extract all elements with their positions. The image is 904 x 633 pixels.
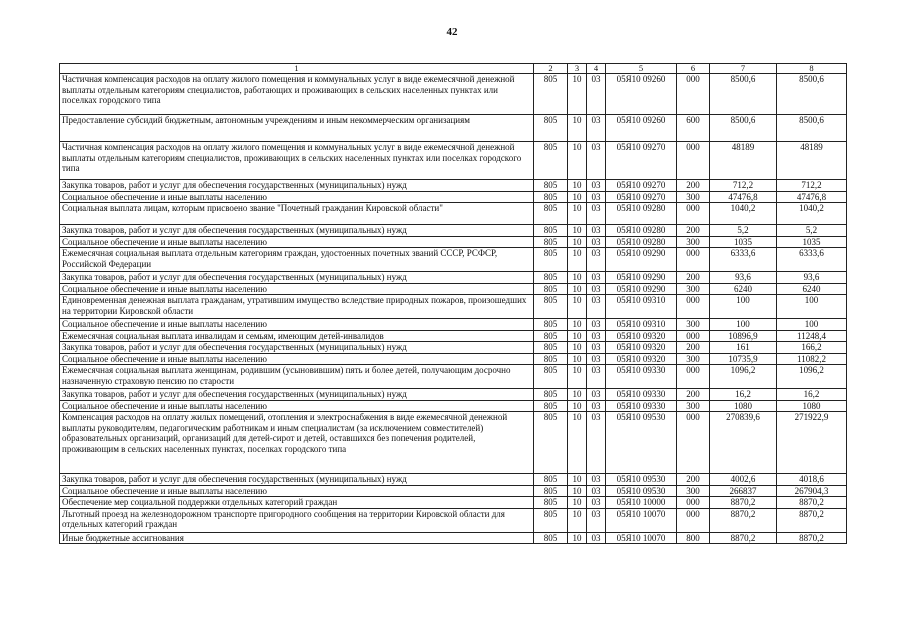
chapter-code: 805 [534, 497, 568, 509]
subsection-code: 03 [587, 319, 606, 331]
subsection-code: 03 [587, 365, 606, 389]
row-description: Обеспечение мер социальной поддержки отдельных категорий граждан [60, 497, 534, 509]
expense-type-code: 000 [677, 74, 710, 115]
amount-year-2: 271922,9 [777, 412, 847, 474]
row-description: Компенсация расходов на оплату жилых помещений, отопления и электроснабжения в виде ежемесячной денежной выплаты руководителям, педагогическим работникам и иным специалистам (за исключением совместителей) образовательных организаций, организаций для детей-сирот и детей, оставшихся без попечения родителей, проживающим в сельских населенных пунктах, поселках городского типа [60, 412, 534, 474]
section-code: 10 [568, 115, 587, 142]
chapter-code: 805 [534, 353, 568, 365]
row-description: Социальное обеспечение и иные выплаты населению [60, 400, 534, 412]
section-code: 10 [568, 248, 587, 272]
subsection-code: 03 [587, 142, 606, 180]
amount-year-2: 100 [777, 319, 847, 331]
amount-year-1: 6240 [710, 283, 777, 295]
subsection-code: 03 [587, 497, 606, 509]
target-article-code: 05Я10 09280 [606, 225, 677, 237]
target-article-code: 05Я10 09260 [606, 74, 677, 115]
row-description: Закупка товаров, работ и услуг для обеспечения государственных (муниципальных) нужд [60, 474, 534, 486]
subsection-code: 03 [587, 532, 606, 544]
expense-type-code: 600 [677, 115, 710, 142]
table-row [60, 203, 847, 225]
chapter-code: 805 [534, 225, 568, 237]
table-row [60, 342, 847, 354]
row-description: Единовременная денежная выплата гражданам, утратившим имущество вследствие природных пожаров, произошедших на территории Кировской области [60, 295, 534, 319]
expense-type-code: 000 [677, 508, 710, 532]
amount-year-1: 4002,6 [710, 474, 777, 486]
table-row [60, 191, 847, 203]
subsection-code: 03 [587, 225, 606, 237]
expense-type-code: 300 [677, 283, 710, 295]
amount-year-1: 1096,2 [710, 365, 777, 389]
amount-year-1: 1040,2 [710, 203, 777, 225]
chapter-code: 805 [534, 180, 568, 192]
expense-type-code: 300 [677, 400, 710, 412]
expense-type-code: 000 [677, 142, 710, 180]
expense-type-code: 200 [677, 474, 710, 486]
amount-year-1: 8870,2 [710, 497, 777, 509]
amount-year-1: 47476,8 [710, 191, 777, 203]
expense-type-code: 000 [677, 365, 710, 389]
subsection-code: 03 [587, 485, 606, 497]
expense-type-code: 000 [677, 330, 710, 342]
table-row [60, 400, 847, 412]
chapter-code: 805 [534, 203, 568, 225]
expense-type-code: 200 [677, 342, 710, 354]
target-article-code: 05Я10 09530 [606, 485, 677, 497]
amount-year-1: 8500,6 [710, 74, 777, 115]
chapter-code: 805 [534, 365, 568, 389]
chapter-code: 805 [534, 330, 568, 342]
header-row [60, 64, 847, 74]
section-code: 10 [568, 191, 587, 203]
section-code: 10 [568, 400, 587, 412]
chapter-code: 805 [534, 474, 568, 486]
row-description: Закупка товаров, работ и услуг для обеспечения государственных (муниципальных) нужд [60, 389, 534, 401]
target-article-code: 05Я10 09310 [606, 319, 677, 331]
section-code: 10 [568, 319, 587, 331]
amount-year-1: 93,6 [710, 272, 777, 284]
row-description: Льготный проезд на железнодорожном транспорте пригородного сообщения на территории Кировской области для отдельных категорий граждан [60, 508, 534, 532]
target-article-code: 05Я10 09260 [606, 115, 677, 142]
header-cell: 1 [60, 64, 534, 74]
expense-type-code: 000 [677, 497, 710, 509]
expense-type-code: 300 [677, 485, 710, 497]
section-code: 10 [568, 330, 587, 342]
header-cell: 4 [587, 64, 606, 74]
row-description: Социальное обеспечение и иные выплаты населению [60, 485, 534, 497]
row-description: Ежемесячная социальная выплата женщинам, родившим (усыновившим) пять и более детей, получающим досрочно назначенную страховую пенсию по старости [60, 365, 534, 389]
target-article-code: 05Я10 10070 [606, 532, 677, 544]
section-code: 10 [568, 180, 587, 192]
amount-year-2: 1040,2 [777, 203, 847, 225]
chapter-code: 805 [534, 272, 568, 284]
row-description: Социальное обеспечение и иные выплаты населению [60, 191, 534, 203]
chapter-code: 805 [534, 115, 568, 142]
row-description: Иные бюджетные ассигнования [60, 532, 534, 544]
table-row [60, 353, 847, 365]
target-article-code: 05Я10 09280 [606, 236, 677, 248]
subsection-code: 03 [587, 508, 606, 532]
amount-year-2: 4018,6 [777, 474, 847, 486]
amount-year-1: 712,2 [710, 180, 777, 192]
target-article-code: 05Я10 10070 [606, 508, 677, 532]
amount-year-1: 8500,6 [710, 115, 777, 142]
header-cell: 2 [534, 64, 568, 74]
table-row [60, 74, 847, 115]
subsection-code: 03 [587, 283, 606, 295]
amount-year-2: 8870,2 [777, 497, 847, 509]
row-description: Ежемесячная социальная выплата инвалидам и семьям, имеющим детей-инвалидов [60, 330, 534, 342]
expense-type-code: 000 [677, 203, 710, 225]
chapter-code: 805 [534, 283, 568, 295]
amount-year-2: 93,6 [777, 272, 847, 284]
amount-year-2: 8870,2 [777, 532, 847, 544]
amount-year-2: 11082,2 [777, 353, 847, 365]
chapter-code: 805 [534, 508, 568, 532]
table-row [60, 412, 847, 474]
section-code: 10 [568, 236, 587, 248]
target-article-code: 05Я10 09330 [606, 365, 677, 389]
expense-type-code: 000 [677, 248, 710, 272]
subsection-code: 03 [587, 389, 606, 401]
subsection-code: 03 [587, 203, 606, 225]
chapter-code: 805 [534, 295, 568, 319]
chapter-code: 805 [534, 74, 568, 115]
table-body [60, 74, 847, 544]
section-code: 10 [568, 497, 587, 509]
table-row [60, 497, 847, 509]
subsection-code: 03 [587, 400, 606, 412]
amount-year-2: 1080 [777, 400, 847, 412]
budget-table [59, 63, 847, 544]
subsection-code: 03 [587, 191, 606, 203]
amount-year-2: 47476,8 [777, 191, 847, 203]
chapter-code: 805 [534, 342, 568, 354]
subsection-code: 03 [587, 330, 606, 342]
section-code: 10 [568, 283, 587, 295]
chapter-code: 805 [534, 400, 568, 412]
subsection-code: 03 [587, 474, 606, 486]
table-row [60, 330, 847, 342]
amount-year-1: 266837 [710, 485, 777, 497]
chapter-code: 805 [534, 191, 568, 203]
row-description: Закупка товаров, работ и услуг для обеспечения государственных (муниципальных) нужд [60, 272, 534, 284]
amount-year-2: 100 [777, 295, 847, 319]
section-code: 10 [568, 365, 587, 389]
section-code: 10 [568, 295, 587, 319]
row-description: Ежемесячная социальная выплата отдельным категориям граждан, удостоенных почетных званий СССР, РСФСР, Российской Федерации [60, 248, 534, 272]
amount-year-1: 48189 [710, 142, 777, 180]
subsection-code: 03 [587, 272, 606, 284]
header-cell: 8 [777, 64, 847, 74]
row-description: Закупка товаров, работ и услуг для обеспечения государственных (муниципальных) нужд [60, 225, 534, 237]
row-description: Социальное обеспечение и иные выплаты населению [60, 236, 534, 248]
amount-year-1: 1035 [710, 236, 777, 248]
section-code: 10 [568, 474, 587, 486]
section-code: 10 [568, 412, 587, 474]
subsection-code: 03 [587, 342, 606, 354]
expense-type-code: 300 [677, 319, 710, 331]
row-description: Закупка товаров, работ и услуг для обеспечения государственных (муниципальных) нужд [60, 180, 534, 192]
expense-type-code: 300 [677, 353, 710, 365]
amount-year-1: 270839,6 [710, 412, 777, 474]
section-code: 10 [568, 485, 587, 497]
amount-year-1: 100 [710, 295, 777, 319]
amount-year-2: 11248,4 [777, 330, 847, 342]
table-row [60, 272, 847, 284]
amount-year-2: 1096,2 [777, 365, 847, 389]
amount-year-1: 8870,2 [710, 508, 777, 532]
amount-year-2: 8500,6 [777, 115, 847, 142]
amount-year-2: 1035 [777, 236, 847, 248]
amount-year-2: 267904,3 [777, 485, 847, 497]
amount-year-1: 161 [710, 342, 777, 354]
subsection-code: 03 [587, 180, 606, 192]
table-header [60, 64, 847, 74]
target-article-code: 05Я10 09530 [606, 474, 677, 486]
amount-year-2: 712,2 [777, 180, 847, 192]
row-description: Частичная компенсация расходов на оплату жилого помещения и коммунальных услуг в виде ежемесячной денежной выплаты отдельным категориям специалистов, работающих и проживающих в сельских населенных пунктах или поселках городского типа [60, 74, 534, 115]
chapter-code: 805 [534, 142, 568, 180]
row-description: Закупка товаров, работ и услуг для обеспечения государственных (муниципальных) нужд [60, 342, 534, 354]
amount-year-2: 166,2 [777, 342, 847, 354]
section-code: 10 [568, 142, 587, 180]
table-row [60, 319, 847, 331]
table-row [60, 389, 847, 401]
target-article-code: 05Я10 09290 [606, 272, 677, 284]
amount-year-1: 10896,9 [710, 330, 777, 342]
amount-year-2: 6240 [777, 283, 847, 295]
section-code: 10 [568, 389, 587, 401]
amount-year-2: 16,2 [777, 389, 847, 401]
target-article-code: 05Я10 09330 [606, 389, 677, 401]
page-number: 42 [446, 26, 458, 38]
table-row [60, 508, 847, 532]
target-article-code: 05Я10 09320 [606, 330, 677, 342]
target-article-code: 05Я10 09280 [606, 203, 677, 225]
section-code: 10 [568, 353, 587, 365]
target-article-code: 05Я10 09320 [606, 342, 677, 354]
chapter-code: 805 [534, 412, 568, 474]
target-article-code: 05Я10 09320 [606, 353, 677, 365]
expense-type-code: 300 [677, 191, 710, 203]
table-row [60, 365, 847, 389]
table-row [60, 225, 847, 237]
section-code: 10 [568, 74, 587, 115]
table-row [60, 532, 847, 544]
section-code: 10 [568, 272, 587, 284]
amount-year-1: 8870,2 [710, 532, 777, 544]
table-row [60, 180, 847, 192]
subsection-code: 03 [587, 412, 606, 474]
chapter-code: 805 [534, 485, 568, 497]
chapter-code: 805 [534, 319, 568, 331]
expense-type-code: 200 [677, 180, 710, 192]
section-code: 10 [568, 342, 587, 354]
expense-type-code: 000 [677, 412, 710, 474]
target-article-code: 05Я10 09290 [606, 283, 677, 295]
section-code: 10 [568, 225, 587, 237]
table-row [60, 115, 847, 142]
expense-type-code: 300 [677, 236, 710, 248]
target-article-code: 05Я10 09270 [606, 142, 677, 180]
row-description: Социальное обеспечение и иные выплаты населению [60, 353, 534, 365]
target-article-code: 05Я10 09530 [606, 412, 677, 474]
header-cell: 7 [710, 64, 777, 74]
amount-year-2: 8500,6 [777, 74, 847, 115]
subsection-code: 03 [587, 248, 606, 272]
table-row [60, 474, 847, 486]
expense-type-code: 200 [677, 225, 710, 237]
row-description: Предоставление субсидий бюджетным, автономным учреждениям и иным некоммерческим организациям [60, 115, 534, 142]
section-code: 10 [568, 203, 587, 225]
amount-year-2: 6333,6 [777, 248, 847, 272]
amount-year-1: 1080 [710, 400, 777, 412]
row-description: Социальная выплата лицам, которым присвоено звание "Почетный гражданин Кировской области" [60, 203, 534, 225]
expense-type-code: 800 [677, 532, 710, 544]
target-article-code: 05Я10 09290 [606, 248, 677, 272]
section-code: 10 [568, 532, 587, 544]
table-row [60, 142, 847, 180]
amount-year-2: 8870,2 [777, 508, 847, 532]
subsection-code: 03 [587, 74, 606, 115]
header-cell: 6 [677, 64, 710, 74]
target-article-code: 05Я10 10000 [606, 497, 677, 509]
subsection-code: 03 [587, 115, 606, 142]
amount-year-1: 5,2 [710, 225, 777, 237]
expense-type-code: 200 [677, 389, 710, 401]
amount-year-1: 6333,6 [710, 248, 777, 272]
subsection-code: 03 [587, 236, 606, 248]
table-row [60, 295, 847, 319]
amount-year-2: 5,2 [777, 225, 847, 237]
chapter-code: 805 [534, 532, 568, 544]
header-cell: 3 [568, 64, 587, 74]
amount-year-1: 10735,9 [710, 353, 777, 365]
header-cell: 5 [606, 64, 677, 74]
expense-type-code: 000 [677, 295, 710, 319]
target-article-code: 05Я10 09270 [606, 180, 677, 192]
row-description: Социальное обеспечение и иные выплаты населению [60, 283, 534, 295]
section-code: 10 [568, 508, 587, 532]
target-article-code: 05Я10 09270 [606, 191, 677, 203]
chapter-code: 805 [534, 389, 568, 401]
amount-year-1: 100 [710, 319, 777, 331]
table-row [60, 236, 847, 248]
expense-type-code: 200 [677, 272, 710, 284]
amount-year-2: 48189 [777, 142, 847, 180]
chapter-code: 805 [534, 236, 568, 248]
subsection-code: 03 [587, 353, 606, 365]
target-article-code: 05Я10 09330 [606, 400, 677, 412]
row-description: Социальное обеспечение и иные выплаты населению [60, 319, 534, 331]
row-description: Частичная компенсация расходов на оплату жилого помещения и коммунальных услуг в виде ежемесячной денежной выплаты отдельным категориям специалистов, проживающих в сельских населенных пунктах или поселках городского типа [60, 142, 534, 180]
table-row [60, 248, 847, 272]
table-row [60, 283, 847, 295]
amount-year-1: 16,2 [710, 389, 777, 401]
target-article-code: 05Я10 09310 [606, 295, 677, 319]
table-row [60, 485, 847, 497]
chapter-code: 805 [534, 248, 568, 272]
subsection-code: 03 [587, 295, 606, 319]
